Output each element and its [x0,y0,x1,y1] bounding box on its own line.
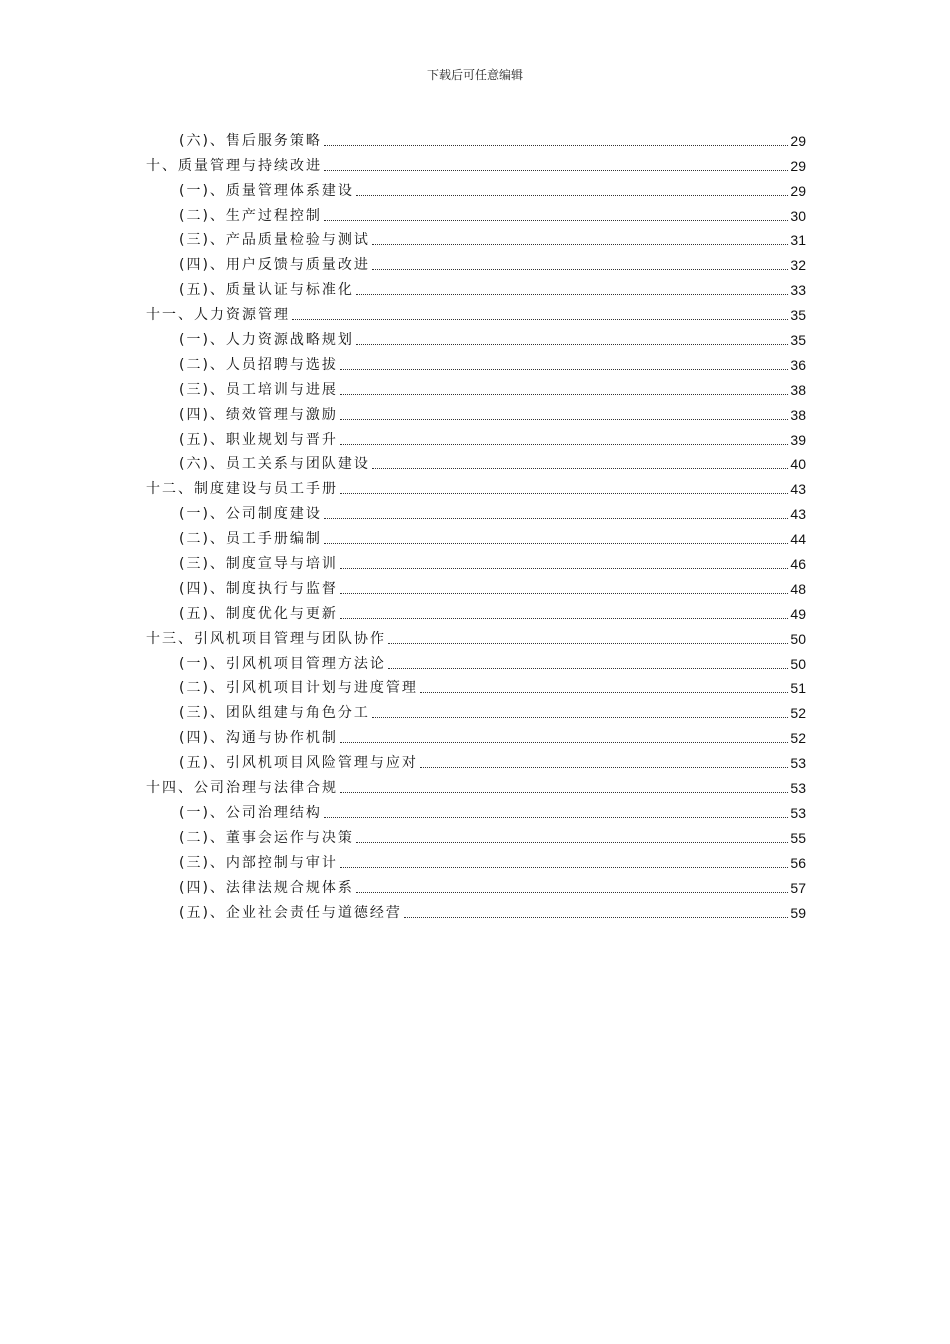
toc-entry-label: 十一、人力资源管理 [146,307,290,324]
toc-section-entry[interactable] [146,225,806,250]
toc-dot-leader [340,741,788,743]
toc-page-number: 40 [790,456,806,473]
toc-entry-label: (五)、企业社会责任与道德经营 [179,904,402,921]
toc-section-entry[interactable] [146,424,806,449]
toc-dot-leader [356,293,788,295]
toc-section-entry[interactable] [146,822,806,847]
toc-section-entry[interactable] [146,125,806,150]
toc-dot-leader [324,542,788,544]
toc-entry-label: (一)、引风机项目管理方法论 [179,655,386,672]
toc-page-number: 53 [790,755,806,772]
toc-entry-label: (一)、人力资源战略规划 [179,332,354,349]
toc-section-entry[interactable] [146,847,806,872]
toc-page-number: 31 [790,232,806,249]
toc-section-entry[interactable] [146,598,806,623]
toc-entry-label: (六)、员工关系与团队建设 [179,456,370,473]
toc-dot-leader [324,219,788,221]
toc-entry-label: 十三、引风机项目管理与团队协作 [146,630,386,647]
toc-entry-label: (三)、团队组建与角色分工 [179,705,370,722]
toc-page-number: 35 [790,332,806,349]
toc-entry-label: (三)、制度宣导与培训 [179,556,338,573]
toc-section-entry[interactable] [146,797,806,822]
toc-section-entry[interactable] [146,200,806,225]
toc-dot-leader [372,243,788,245]
toc-entry-label: (二)、员工手册编制 [179,531,322,548]
toc-page-number: 53 [790,804,806,821]
toc-dot-leader [324,169,788,171]
toc-page-number: 29 [790,157,806,174]
toc-dot-leader [404,916,788,918]
toc-chapter-entry[interactable] [146,772,806,797]
toc-section-entry[interactable] [146,449,806,474]
toc-page-number: 59 [790,904,806,921]
toc-section-entry[interactable] [146,374,806,399]
toc-page-number: 52 [790,705,806,722]
toc-page-number: 36 [790,356,806,373]
toc-dot-leader [292,318,788,320]
toc-dot-leader [340,617,788,619]
toc-dot-leader [340,791,788,793]
toc-dot-leader [356,891,788,893]
toc-page-number: 57 [790,879,806,896]
toc-chapter-entry[interactable] [146,623,806,648]
toc-section-entry[interactable] [146,573,806,598]
toc-entry-label: (四)、绩效管理与激励 [179,406,338,423]
toc-chapter-entry[interactable] [146,150,806,175]
toc-entry-label: (五)、职业规划与晋升 [179,431,338,448]
toc-page-number: 55 [790,829,806,846]
toc-entry-label: (三)、产品质量检验与测试 [179,232,370,249]
toc-chapter-entry[interactable] [146,473,806,498]
toc-page-number: 51 [790,680,806,697]
toc-entry-label: (五)、质量认证与标准化 [179,282,354,299]
toc-dot-leader [420,691,788,693]
toc-page-number: 38 [790,381,806,398]
toc-dot-leader [340,368,788,370]
toc-section-entry[interactable] [146,249,806,274]
toc-section-entry[interactable] [146,897,806,922]
toc-dot-leader [420,766,788,768]
toc-section-entry[interactable] [146,548,806,573]
toc-page-number: 50 [790,630,806,647]
page-header: 下载后可任意编辑 [426,68,523,82]
toc-dot-leader [340,592,788,594]
toc-entry-label: (四)、制度执行与监督 [179,580,338,597]
toc-page-number: 44 [790,531,806,548]
toc-page-number: 39 [790,431,806,448]
toc-section-entry[interactable] [146,648,806,673]
toc-dot-leader [340,492,788,494]
toc-dot-leader [372,467,788,469]
toc-section-entry[interactable] [146,274,806,299]
toc-dot-leader [340,866,788,868]
toc-entry-label: (四)、用户反馈与质量改进 [179,257,370,274]
toc-dot-leader [340,418,788,420]
toc-section-entry[interactable] [146,324,806,349]
toc-chapter-entry[interactable] [146,299,806,324]
toc-section-entry[interactable] [146,175,806,200]
toc-entry-label: 十、质量管理与持续改进 [146,157,322,174]
toc-page-number: 46 [790,556,806,573]
toc-dot-leader [356,194,788,196]
toc-section-entry[interactable] [146,399,806,424]
toc-entry-label: (五)、制度优化与更新 [179,605,338,622]
toc-entry-label: (三)、内部控制与审计 [179,854,338,871]
toc-page-number: 56 [790,854,806,871]
toc-entry-label: (一)、公司制度建设 [179,506,322,523]
toc-entry-label: (四)、法律法规合规体系 [179,879,354,896]
toc-page-number: 43 [790,481,806,498]
toc-page-number: 50 [790,655,806,672]
toc-entry-label: (五)、引风机项目风险管理与应对 [179,755,418,772]
toc-section-entry[interactable] [146,872,806,897]
toc-page-number: 32 [790,257,806,274]
toc-page-number: 53 [790,780,806,797]
toc-dot-leader [340,393,788,395]
toc-section-entry[interactable] [146,673,806,698]
toc-page-number: 29 [790,132,806,149]
toc-page-number: 33 [790,282,806,299]
toc-dot-leader [388,642,788,644]
toc-page-number: 38 [790,406,806,423]
toc-section-entry[interactable] [146,697,806,722]
toc-entry-label: (二)、人员招聘与选拔 [179,356,338,373]
toc-page-number: 29 [790,182,806,199]
toc-dot-leader [324,517,788,519]
toc-entry-label: (六)、售后服务策略 [179,132,322,149]
toc-entry-label: 十二、制度建设与员工手册 [146,481,338,498]
toc-section-entry[interactable] [146,349,806,374]
toc-dot-leader [356,343,788,345]
toc-page-number: 43 [790,506,806,523]
toc-dot-leader [340,443,788,445]
toc-dot-leader [372,268,788,270]
toc-dot-leader [324,816,788,818]
toc-section-entry[interactable] [146,722,806,747]
toc-dot-leader [340,567,788,569]
toc-dot-leader [356,841,788,843]
toc-page-number: 52 [790,730,806,747]
toc-entry-label: (二)、引风机项目计划与进度管理 [179,680,418,697]
toc-section-entry[interactable] [146,523,806,548]
toc-entry-label: (一)、质量管理体系建设 [179,182,354,199]
toc-page-number: 49 [790,605,806,622]
toc-page-number: 30 [790,207,806,224]
toc-entry-label: 十四、公司治理与法律合规 [146,780,338,797]
toc-entry-label: (二)、生产过程控制 [179,207,322,224]
toc-dot-leader [372,716,788,718]
toc-dot-leader [324,144,788,146]
toc-entry-label: (二)、董事会运作与决策 [179,829,354,846]
table-of-contents [146,125,806,922]
toc-page-number: 35 [790,307,806,324]
toc-page-number: 48 [790,580,806,597]
toc-entry-label: (三)、员工培训与进展 [179,381,338,398]
toc-section-entry[interactable] [146,747,806,772]
toc-entry-label: (四)、沟通与协作机制 [179,730,338,747]
toc-dot-leader [388,667,788,669]
toc-section-entry[interactable] [146,498,806,523]
toc-entry-label: (一)、公司治理结构 [179,804,322,821]
